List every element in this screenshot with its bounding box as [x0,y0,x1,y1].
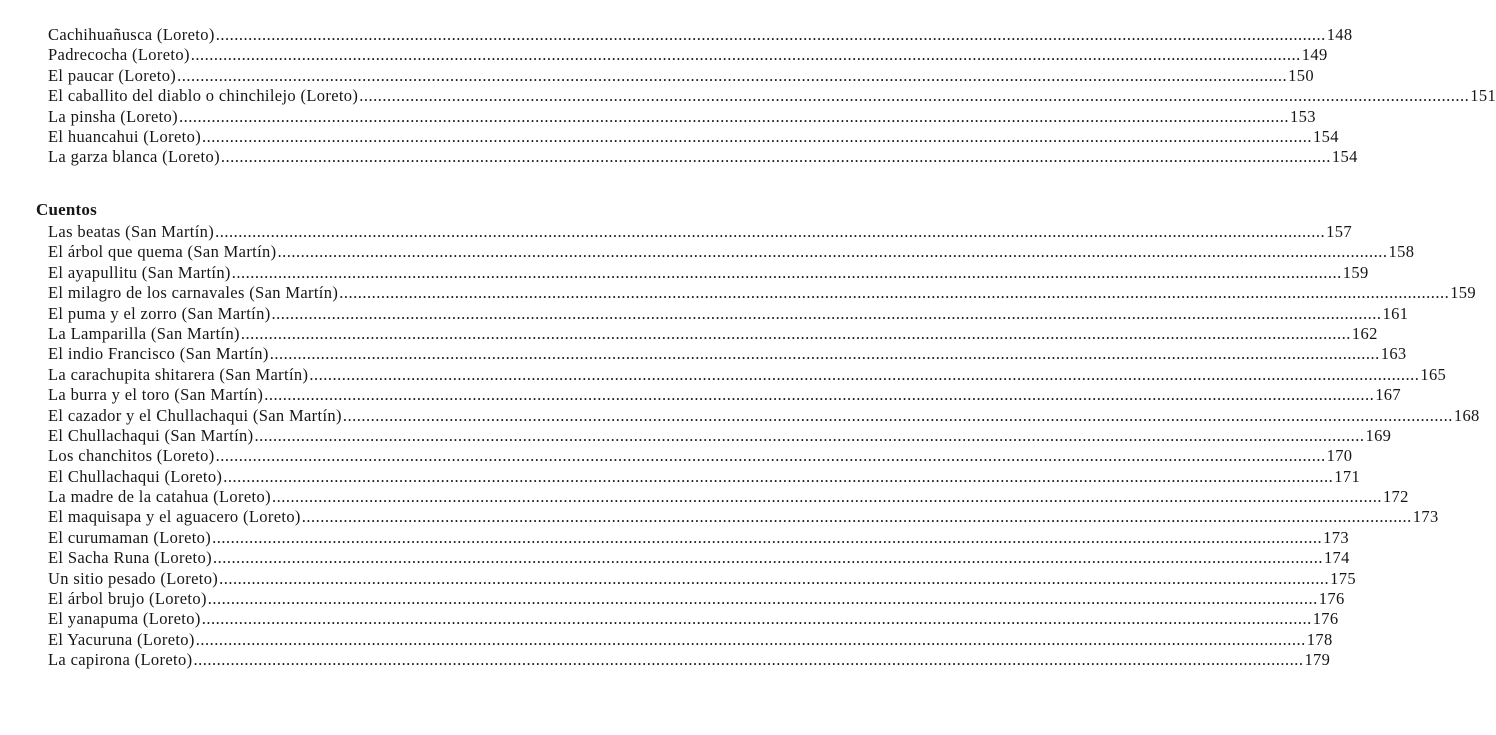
entry-title: El maquisapa y el aguacero (Loreto) [48,507,301,527]
toc-entry [48,650,1331,670]
toc-entry [48,527,1349,548]
dot-leader: ................................................................................................................................................................................................................................................ [207,589,1318,609]
toc-entry [48,147,1358,167]
dot-leader: ................................................................................................................................................................................................................................................ [215,222,1326,241]
page-number: 149 [1301,45,1328,65]
dot-leader: ................................................................................................................................................................................................................................................ [309,364,1420,384]
dot-leader: ................................................................................................................................................................................................................................................ [219,568,1330,588]
dot-leader: ................................................................................................................................................................................................................................................ [212,548,1323,568]
page-number: 172 [1382,487,1409,507]
toc-entry [48,364,1447,385]
dot-leader: ................................................................................................................................................................................................................................................ [277,242,1388,262]
toc-entry [48,568,1356,589]
page-number: 167 [1375,385,1402,405]
page-number: 169 [1365,425,1392,445]
entry-title: El puma y el zorro (San Martín) [48,303,271,323]
entry-title: La Lamparilla (San Martín) [48,323,240,343]
dot-leader: ................................................................................................................................................................................................................................................ [202,126,1313,146]
entry-title: El huancahui (Loreto) [48,126,202,146]
entry-title: El paucar (Loreto) [48,65,177,85]
dot-leader: ................................................................................................................................................................................................................................................ [212,527,1323,547]
dot-leader: ................................................................................................................................................................................................................................................ [301,507,1412,527]
page-number: 176 [1318,589,1345,609]
toc-entry [48,425,1392,446]
page-number: 154 [1313,126,1339,146]
toc-entry [48,609,1339,629]
page-number: 161 [1382,303,1409,323]
dot-leader: ................................................................................................................................................................................................................................................ [177,65,1288,85]
toc-list [0,25,1496,168]
toc-entry [48,385,1402,405]
dot-leader: ................................................................................................................................................................................................................................................ [269,344,1380,364]
toc-entry [48,323,1378,344]
dot-leader: ................................................................................................................................................................................................................................................ [254,425,1365,445]
entry-title: Los chanchitos (Loreto) [48,446,215,466]
entry-title: El indio Francisco (San Martín) [48,344,269,364]
entry-title: El curumaman (Loreto) [48,527,212,547]
page-number: 163 [1380,344,1407,364]
entry-title: El Sacha Runa (Loreto) [48,548,212,568]
dot-leader: ................................................................................................................................................................................................................................................ [223,466,1334,486]
entry-title: Padrecocha (Loreto) [48,45,190,65]
entry-title: El yanapuma (Loreto) [48,609,201,629]
entry-title: El cazador y el Chullachaqui (San Martín) [48,405,342,425]
entry-title: Cachihuañusca (Loreto) [48,25,215,44]
toc-entry [48,262,1369,283]
dot-leader: ................................................................................................................................................................................................................................................ [220,147,1331,167]
toc-entry [48,507,1439,527]
entry-title: La carachupita shitarera (San Martín) [48,364,309,384]
page-number: 154 [1331,147,1358,167]
dot-leader: ................................................................................................................................................................................................................................................ [342,405,1453,425]
toc-entry [48,283,1476,303]
page-number: 153 [1290,106,1316,126]
entry-title: El milagro de los carnavales (San Martín) [48,283,339,303]
dot-leader: ................................................................................................................................................................................................................................................ [359,86,1470,106]
dot-leader: ................................................................................................................................................................................................................................................ [264,385,1375,405]
toc-entry [48,548,1350,568]
entry-title: La pinsha (Loreto) [48,106,179,126]
toc-entry [48,126,1339,147]
page-number: 159 [1342,262,1369,282]
toc-entry [48,222,1352,242]
dot-leader: ................................................................................................................................................................................................................................................ [195,629,1306,649]
entry-title: La madre de la catahua (Loreto) [48,487,271,507]
toc-entry [48,405,1480,426]
toc-entry [48,446,1353,466]
page-number: 150 [1288,65,1314,85]
page-number: 159 [1450,283,1476,303]
entry-title: El Chullachaqui (San Martín) [48,425,254,445]
entry-title: La burra y el toro (San Martín) [48,385,264,405]
page-number: 174 [1323,548,1350,568]
toc-entry [48,303,1409,324]
toc-entry [48,589,1345,609]
toc-entry [48,466,1361,487]
page-number: 179 [1304,650,1331,670]
toc-entry [48,25,1353,45]
dot-leader: ................................................................................................................................................................................................................................................ [193,650,1304,670]
entry-title: La garza blanca (Loreto) [48,147,220,167]
toc-entry [48,242,1415,262]
dot-leader: ................................................................................................................................................................................................................................................ [339,283,1450,303]
page-number: 162 [1351,323,1378,343]
toc-entry [48,344,1407,364]
dot-leader: ................................................................................................................................................................................................................................................ [271,487,1382,507]
dot-leader: ................................................................................................................................................................................................................................................ [190,45,1301,65]
entry-title: La capirona (Loreto) [48,650,193,670]
page-number: 175 [1330,568,1356,588]
dot-leader: ................................................................................................................................................................................................................................................ [215,25,1326,44]
entry-title: El árbol brujo (Loreto) [48,589,207,609]
page-number: 171 [1334,466,1361,486]
dot-leader: ................................................................................................................................................................................................................................................ [215,446,1326,466]
dot-leader: ................................................................................................................................................................................................................................................ [231,262,1342,282]
toc-entry [48,106,1316,127]
dot-leader: ................................................................................................................................................................................................................................................ [201,609,1312,629]
entry-title: Las beatas (San Martín) [48,222,215,241]
page-number: 165 [1420,364,1447,384]
entry-title: El Yacuruna (Loreto) [48,629,195,649]
page-number: 158 [1388,242,1415,262]
toc-entry [48,487,1409,507]
page-number: 176 [1312,609,1339,629]
toc-entry [48,629,1333,650]
toc-entry [48,45,1328,65]
entry-title: Un sitio pesado (Loreto) [48,568,219,588]
page-number: 178 [1306,629,1333,649]
page-number: 148 [1326,25,1353,44]
page-number: 170 [1326,446,1353,466]
entry-title: El ayapullitu (San Martín) [48,262,231,282]
entry-title: El Chullachaqui (Loreto) [48,466,223,486]
page-number: 168 [1453,405,1480,425]
section-heading: Cuentos [36,200,97,219]
entry-title: El caballito del diablo o chinchilejo (Loreto) [48,86,359,106]
toc-list-cuentos [0,222,1480,671]
page-number: 157 [1326,222,1352,241]
page-number: 173 [1323,527,1349,547]
dot-leader: ................................................................................................................................................................................................................................................ [179,106,1290,126]
page-number: 173 [1412,507,1439,527]
entry-title: El árbol que quema (San Martín) [48,242,277,262]
page-number: 151 [1470,86,1496,106]
dot-leader: ................................................................................................................................................................................................................................................ [240,323,1351,343]
toc-entry [48,65,1314,86]
dot-leader: ................................................................................................................................................................................................................................................ [271,303,1382,323]
toc-entry [48,86,1496,106]
